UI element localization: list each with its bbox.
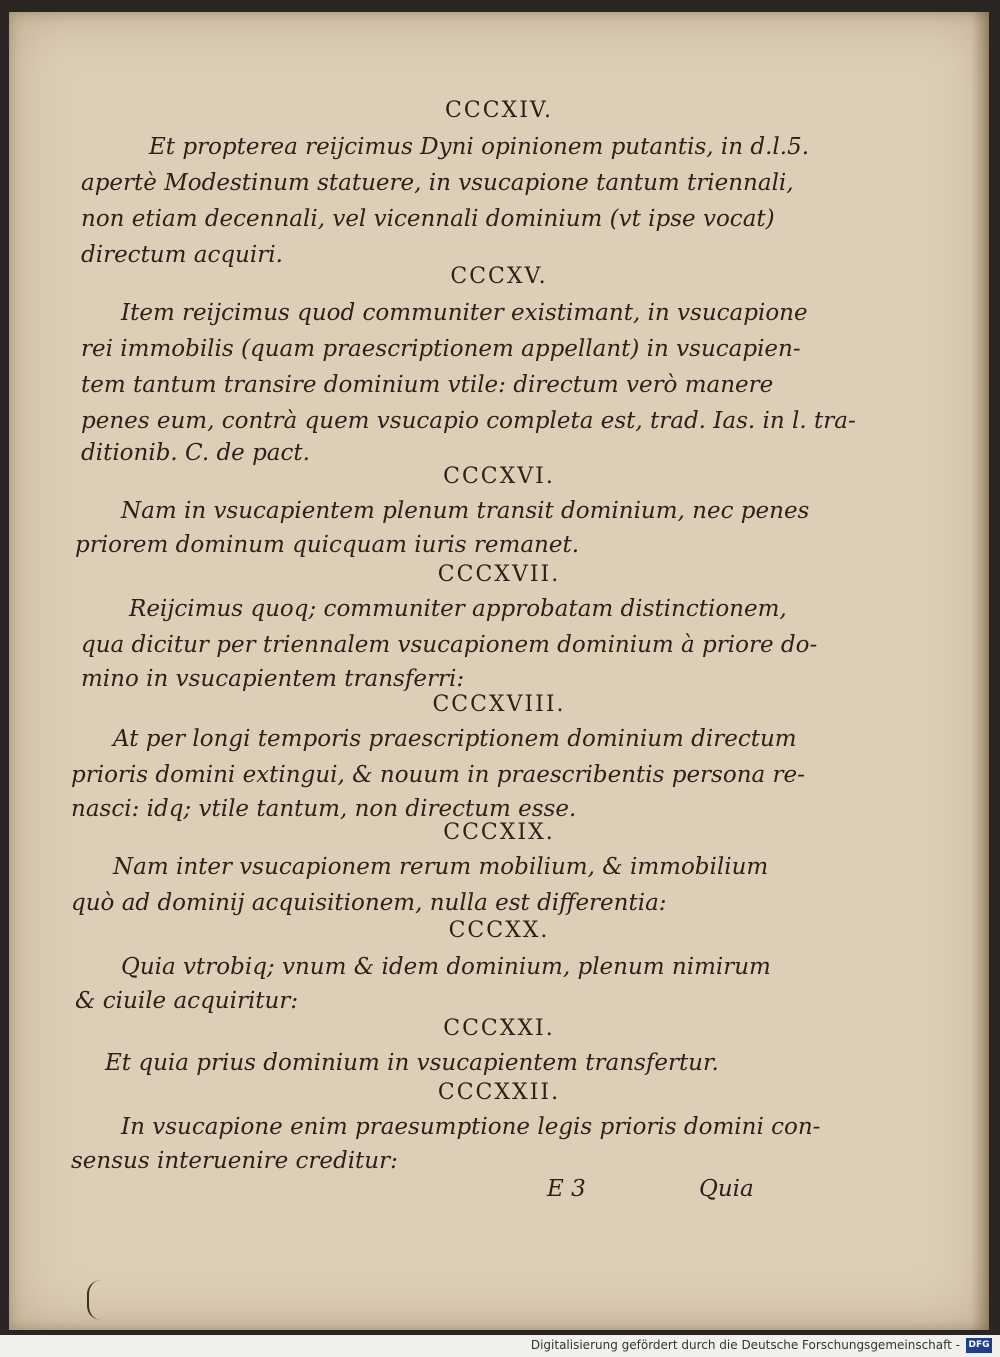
funding-credit: Digitalisierung gefördert durch die Deutsche Forschungsgemeinschaft - bbox=[530, 1338, 960, 1352]
section-heading: CCCXX. bbox=[448, 918, 550, 943]
text-line: tem tantum transire dominium vtile: directum verò manere bbox=[81, 372, 774, 398]
section-heading: CCCXIV. bbox=[445, 98, 553, 123]
text-line: ditionib. C. de pact. bbox=[81, 440, 310, 466]
text-line: rei immobilis (quam praescriptionem appellant) in vsucapien- bbox=[81, 336, 801, 362]
text-line: & ciuile acquiritur: bbox=[75, 988, 299, 1014]
text-line: qua dicitur per triennalem vsucapionem dominium à priore do- bbox=[81, 632, 818, 658]
margin-bracket-mark bbox=[87, 1280, 103, 1320]
section-heading: CCCXVII. bbox=[437, 562, 561, 587]
text-line: Quia vtrobiq; vnum & idem dominium, plenum nimirum bbox=[121, 954, 771, 980]
section-heading: CCCXVI. bbox=[443, 464, 555, 489]
book-page bbox=[9, 12, 989, 1330]
text-line: directum acquiri. bbox=[81, 242, 283, 268]
section-heading: CCCXV. bbox=[450, 264, 548, 289]
dfg-logo-icon: DFG bbox=[966, 1338, 992, 1353]
text-line: Reijcimus quoq; communiter approbatam distinctionem, bbox=[129, 596, 787, 622]
footer-bar bbox=[0, 1335, 1000, 1357]
catchword: Quia bbox=[699, 1176, 754, 1202]
section-heading: CCCXIX. bbox=[443, 820, 555, 845]
text-line: sensus interuenire creditur: bbox=[71, 1148, 398, 1174]
text-line: Et quia prius dominium in vsucapientem transfertur. bbox=[105, 1050, 719, 1076]
text-line: Nam inter vsucapionem rerum mobilium, & immobilium bbox=[113, 854, 769, 880]
text-line: Et propterea reijcimus Dyni opinionem putantis, in d.l.5. bbox=[149, 134, 810, 160]
text-line: apertè Modestinum statuere, in vsucapione tantum triennali, bbox=[81, 170, 794, 196]
signature-mark: E 3 bbox=[547, 1176, 586, 1202]
text-line: In vsucapione enim praesumptione legis prioris domini con- bbox=[121, 1114, 821, 1140]
text-line: Item reijcimus quod communiter existimant, in vsucapione bbox=[121, 300, 808, 326]
section-heading: CCCXVIII. bbox=[432, 692, 566, 717]
text-line: non etiam decennali, vel vicennali dominium (vt ipse vocat) bbox=[81, 206, 775, 232]
text-line: mino in vsucapientem transferri: bbox=[81, 666, 465, 692]
text-line: prioris domini extingui, & nouum in praescribentis persona re- bbox=[71, 762, 805, 788]
text-line: Nam in vsucapientem plenum transit dominium, nec penes bbox=[121, 498, 810, 524]
text-line: At per longi temporis praescriptionem dominium directum bbox=[113, 726, 797, 752]
section-heading: CCCXXI. bbox=[443, 1016, 555, 1041]
section-heading: CCCXXII. bbox=[437, 1080, 561, 1105]
text-line: penes eum, contrà quem vsucapio completa est, trad. Ias. in l. tra- bbox=[81, 408, 856, 434]
text-line: quò ad dominij acquisitionem, nulla est differentia: bbox=[71, 890, 667, 916]
text-line: nasci: idq; vtile tantum, non directum esse. bbox=[71, 796, 577, 822]
text-line: priorem dominum quicquam iuris remanet. bbox=[75, 532, 580, 558]
